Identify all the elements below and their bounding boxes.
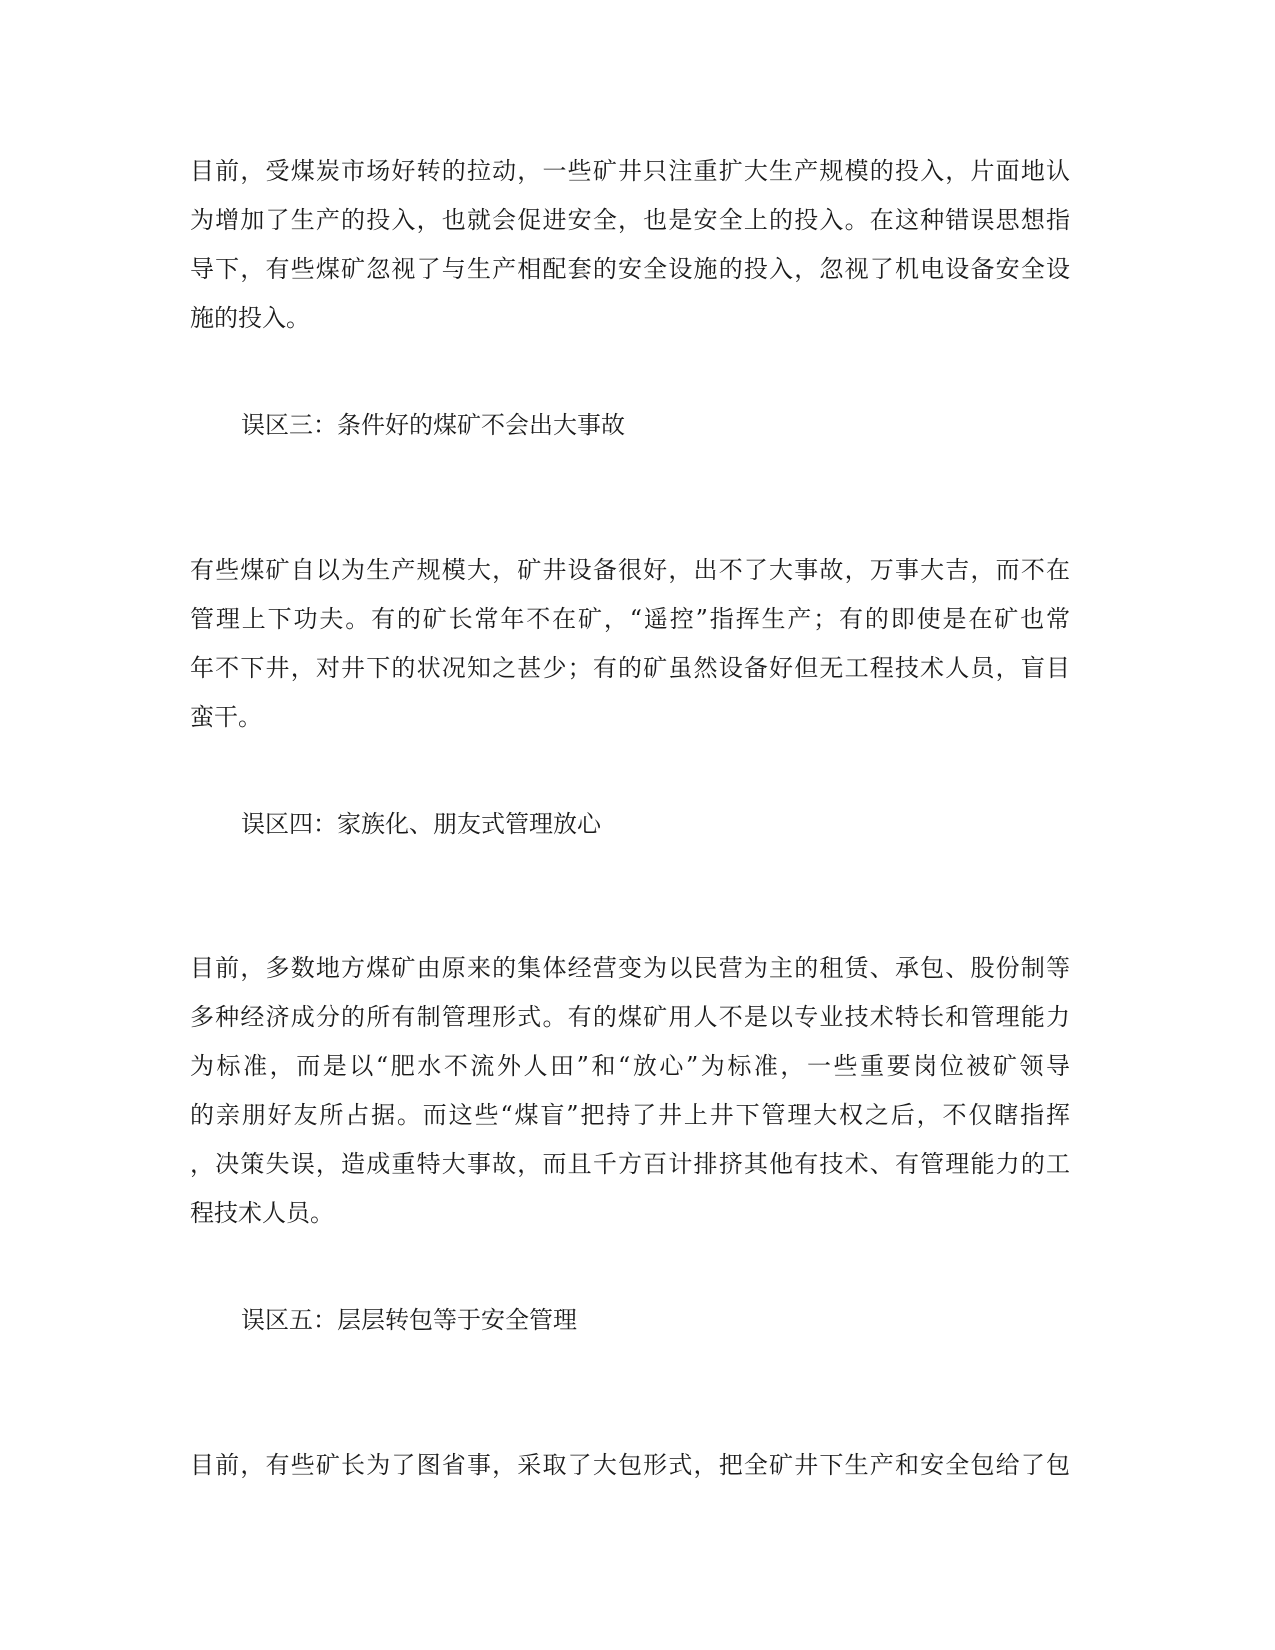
paragraph-line: 蛮干。 — [190, 703, 262, 731]
section-heading-5 — [241, 1296, 1061, 1345]
paragraph-intro — [190, 147, 1070, 343]
paragraph-line: 为增加了生产的投入，也就会促进安全，也是安全上的投入。在这种错误思想指 — [190, 206, 1070, 234]
paragraph-line: 多种经济成分的所有制管理形式。有的煤矿用人不是以专业技术特长和管理能力 — [190, 1003, 1070, 1031]
paragraph-section-4 — [190, 944, 1070, 1238]
paragraph-line: 目前，受煤炭市场好转的拉动，一些矿井只注重扩大生产规模的投入，片面地认 — [190, 157, 1070, 185]
heading-text: 误区四：家族化、朋友式管理放心 — [241, 810, 601, 838]
paragraph-line: ，决策失误，造成重特大事故，而且千方百计排挤其他有技术、有管理能力的工 — [190, 1150, 1070, 1178]
section-heading-4 — [241, 800, 1061, 849]
paragraph-line: 施的投入。 — [190, 304, 310, 332]
paragraph-line: 管理上下功夫。有的矿长常年不在矿，“遥控”指挥生产；有的即使是在矿也常 — [190, 605, 1070, 633]
paragraph-section-5 — [190, 1441, 1070, 1490]
section-heading-3 — [241, 401, 1061, 450]
heading-text: 误区五：层层转包等于安全管理 — [241, 1306, 577, 1334]
paragraph-section-3 — [190, 546, 1070, 742]
paragraph-line: 导下，有些煤矿忽视了与生产相配套的安全设施的投入，忽视了机电设备安全设 — [190, 255, 1070, 283]
paragraph-line: 年不下井，对井下的状况知之甚少；有的矿虽然设备好但无工程技术人员，盲目 — [190, 654, 1070, 682]
paragraph-line: 的亲朋好友所占据。而这些“煤盲”把持了井上井下管理大权之后，不仅瞎指挥 — [190, 1101, 1070, 1129]
heading-text: 误区三：条件好的煤矿不会出大事故 — [241, 411, 625, 439]
paragraph-line: 为标准，而是以“肥水不流外人田”和“放心”为标准，一些重要岗位被矿领导 — [190, 1052, 1070, 1080]
paragraph-line: 程技术人员。 — [190, 1199, 334, 1227]
paragraph-line: 目前，有些矿长为了图省事，采取了大包形式，把全矿井下生产和安全包给了包 — [190, 1451, 1070, 1479]
paragraph-line: 目前，多数地方煤矿由原来的集体经营变为以民营为主的租赁、承包、股份制等 — [190, 954, 1070, 982]
paragraph-line: 有些煤矿自以为生产规模大，矿井设备很好，出不了大事故，万事大吉，而不在 — [190, 556, 1070, 584]
